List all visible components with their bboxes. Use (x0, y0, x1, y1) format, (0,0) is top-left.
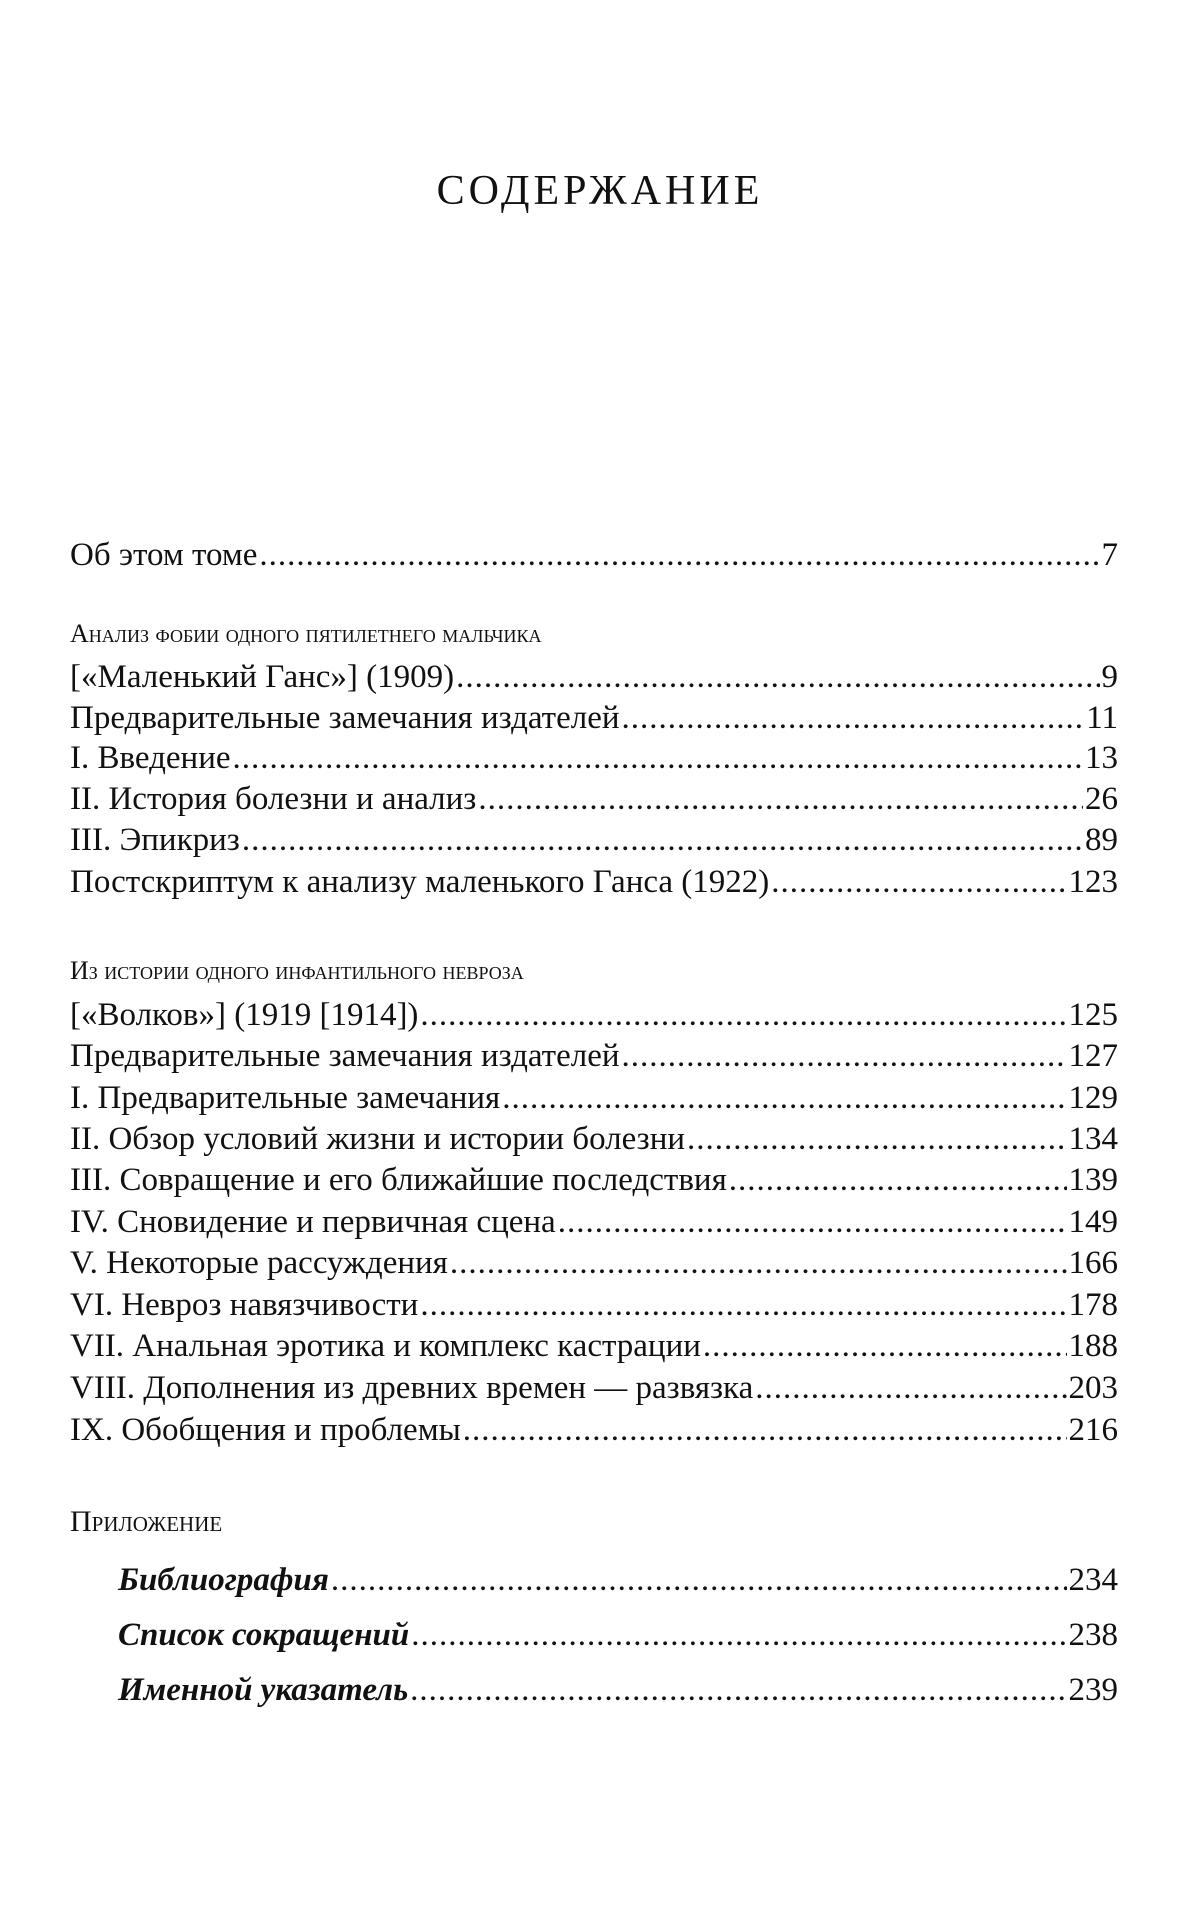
dot-leader (233, 738, 1083, 778)
toc-entry-page: 149 (1068, 1204, 1118, 1240)
toc-entry-page: 7 (1101, 537, 1118, 573)
toc-entry-page: 239 (1068, 1672, 1118, 1708)
dot-leader (410, 1670, 1066, 1710)
toc-entry-page: 26 (1085, 781, 1118, 817)
toc-entry-page: 127 (1068, 1038, 1118, 1074)
toc-entry-label: VIII. Дополнения из древних времен — развязка (70, 1370, 754, 1406)
toc-entry-label: [«Волков»] (1919 [1914]) (70, 997, 419, 1033)
dot-leader (411, 1615, 1066, 1655)
toc-entry-page: 216 (1068, 1412, 1118, 1448)
toc-entry[interactable] (70, 1243, 1118, 1283)
toc-entry[interactable] (70, 1285, 1118, 1325)
toc-entry-label: Предварительные замечания издателей (70, 700, 620, 736)
dot-leader (450, 1243, 1067, 1283)
toc-entry-page: 11 (1086, 700, 1118, 736)
dot-leader (687, 1119, 1066, 1159)
section-heading-appendix: Приложение (70, 1505, 223, 1538)
toc-entry[interactable] (118, 1670, 1118, 1710)
dot-leader (703, 1326, 1067, 1366)
toc-entry[interactable] (70, 698, 1118, 738)
toc-entry-label: Постскриптум к анализу маленького Ганса (1922) (70, 864, 770, 900)
section-heading-wolf-man: Из истории одного инфантильного невроза (70, 956, 524, 985)
toc-entry[interactable] (70, 779, 1118, 819)
toc-entry[interactable] (70, 1368, 1118, 1408)
dot-leader (755, 1368, 1066, 1408)
section-heading-little-hans: Анализ фобии одного пятилетнего мальчика (70, 619, 542, 648)
toc-entry-page: 166 (1068, 1245, 1118, 1281)
toc-entry-label: Об этом томе (70, 537, 258, 573)
toc-entry[interactable] (118, 1615, 1118, 1655)
dot-leader (420, 995, 1066, 1035)
dot-leader (478, 779, 1083, 819)
toc-entry[interactable] (70, 1036, 1118, 1076)
toc-entry[interactable] (70, 1202, 1118, 1242)
toc-entry[interactable] (70, 738, 1118, 778)
toc-entry[interactable] (70, 862, 1118, 902)
toc-entry[interactable] (70, 1326, 1118, 1366)
toc-entry-label: III. Совращение и его ближайшие последствия (70, 1162, 727, 1198)
page-title: СОДЕРЖАНИЕ (436, 168, 764, 214)
toc-entry-label: VII. Анальная эротика и комплекс кастрации (70, 1328, 701, 1364)
toc-entry-page: 125 (1068, 997, 1118, 1033)
dot-leader (729, 1160, 1067, 1200)
toc-entry-label: I. Предварительные замечания (70, 1080, 501, 1116)
toc-entry-page: 178 (1068, 1287, 1118, 1323)
toc-entry-page: 123 (1068, 864, 1118, 900)
toc-entry[interactable] (70, 1410, 1118, 1450)
toc-entry-page: 139 (1068, 1162, 1118, 1198)
toc-entry-label: VI. Невроз навязчивости (70, 1287, 419, 1323)
dot-leader (456, 657, 1099, 697)
toc-entry-label: [«Маленький Ганс»] (1909) (70, 659, 455, 695)
dot-leader (622, 698, 1085, 738)
dot-leader (331, 1560, 1067, 1600)
toc-entry[interactable] (70, 1119, 1118, 1159)
dot-leader (259, 535, 1099, 575)
dot-leader (502, 1078, 1066, 1118)
toc-entry-label: Предварительные замечания издателей (70, 1038, 620, 1074)
dot-leader (242, 820, 1083, 860)
toc-entry-label: I. Введение (70, 740, 231, 776)
toc-entry[interactable] (118, 1560, 1118, 1600)
toc-entry-page: 13 (1085, 740, 1118, 776)
toc-entry-label: Список сокращений (118, 1617, 410, 1653)
toc-entry-label: IX. Обобщения и проблемы (70, 1412, 461, 1448)
toc-entry-label: IV. Сновидение и первичная сцена (70, 1204, 556, 1240)
toc-entry-page: 203 (1068, 1370, 1118, 1406)
dot-leader (771, 862, 1066, 902)
dot-leader (622, 1036, 1067, 1076)
dot-leader (463, 1410, 1067, 1450)
toc-entry-label: II. Обзор условий жизни и истории болезни (70, 1121, 686, 1157)
toc-entry-page: 129 (1068, 1080, 1118, 1116)
toc-entry[interactable] (70, 657, 1118, 697)
toc-entry-label: Библиография (118, 1562, 329, 1598)
toc-entry-page: 89 (1085, 822, 1118, 858)
dot-leader (558, 1202, 1067, 1242)
dot-leader (420, 1285, 1066, 1325)
toc-entry-page: 234 (1068, 1562, 1118, 1598)
toc-entry-page: 9 (1101, 659, 1118, 695)
toc-entry[interactable] (70, 1160, 1118, 1200)
toc-entry[interactable] (70, 820, 1118, 860)
toc-entry[interactable] (70, 995, 1118, 1035)
toc-entry-label: V. Некоторые рассуждения (70, 1245, 448, 1281)
toc-entry-page: 188 (1068, 1328, 1118, 1364)
toc-entry-label: II. История болезни и анализ (70, 781, 477, 817)
toc-entry-about[interactable] (70, 535, 1118, 575)
toc-entry-page: 134 (1068, 1121, 1118, 1157)
toc-entry-page: 238 (1068, 1617, 1118, 1653)
toc-entry-label: III. Эпикриз (70, 822, 240, 858)
toc-entry[interactable] (70, 1078, 1118, 1118)
toc-entry-label: Именной указатель (118, 1672, 409, 1708)
